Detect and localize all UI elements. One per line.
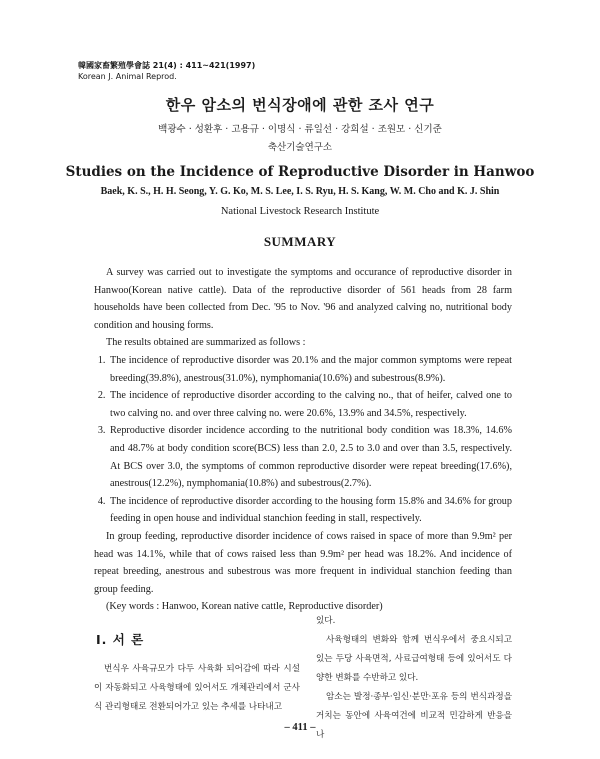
intro-left-text: 번식우 사육규모가 다두 사육화 되어감에 따라 시설이 자동화되고 사육형태에 있어서도 개체관리에서 군사식 관리형태로 전환되어가고 있는 추세를 나타내고 (94, 664, 300, 712)
section-title-introduction: Ⅰ. 서 론 (96, 632, 145, 647)
korean-institute: 축산기술연구소 (267, 142, 333, 153)
summary-results-lead: The results obtained are summarized as follows : (106, 337, 306, 349)
korean-authors: 백광수 · 성환후 · 고용규 · 이명식 · 류일선 · 강희설 · 조원모 · 신기준 (158, 124, 442, 135)
summary-intro: A survey was carried out to investigate the symptoms and occurance of reproductive disorder in Hanwoo(Korean native cattle). Data of the reproductive disorder of 561 heads from 28 farm households have been collected from Dec. '95 to Nov. '96 and analyzed calving no, nutritional body condition and housing forms. (94, 267, 512, 331)
english-institute: National Livestock Research Institute (220, 206, 380, 217)
intro-right-paragraph-1: 사육형태의 변화와 함께 번식우에서 중요시되고 있는 두당 사육면적, 사료급여형태 등에 있어서도 다양한 변화를 수반하고 있다. (316, 635, 512, 683)
page-number: – 411 – (284, 722, 316, 733)
summary-heading: SUMMARY (263, 234, 337, 249)
summary-results-list (94, 352, 512, 528)
intro-right-paragraph-2: 암소는 발정·종부·임신·분만·포유 등의 번식과정을 거치는 동안에 사육여건에 비교적 민감하게 반응을 나 (316, 692, 512, 740)
journal-citation (78, 60, 255, 82)
summary-result-item: 3. Reproductive disorder incidence according to the nutritional body condition was 18.3%, 14.6% and 48.7% at body condition score(BCS) less than 2.0, 2.5 to 3.0 and over than 3.5, respectively. At BCS over 3.0, the symptoms of common reproductive disorder were repeat breeding(17.6%), anestrous(12.2%), nymphomania(10.8%) and subestrous(2.7%). (108, 422, 512, 492)
left-column (94, 630, 300, 717)
english-title: Studies on the Incidence of Reproductive Disorder in Hanwoo (65, 164, 535, 180)
journal-name-korean: 韓國家畜繁殖學會誌 21(4) : 411~421(1997) (78, 61, 256, 70)
journal-name-english: Korean J. Animal Reprod. (78, 72, 177, 81)
summary-result-item: 1. The incidence of reproductive disorder was 20.1% and the major common symptoms were repeat breeding(39.8%), anestrous(31.0%), nymphomania(10.6%) and subestrous(8.9%). (108, 352, 512, 387)
intro-right-continuation: 있다. (316, 616, 336, 626)
summary-result-item: 4. The incidence of reproductive disorder according to the housing form 15.8% and 34.6% for group feeding in open house and individual stanchion feeding in stall, respectively. (108, 493, 512, 528)
english-authors: Baek, K. S., H. H. Seong, Y. G. Ko, M. S. Lee, I. S. Ryu, H. S. Kang, W. M. Cho and K. J. Shin (100, 186, 500, 197)
summary-closing: In group feeding, reproductive disorder incidence of cows raised in space of more than 9.9m² per head was 14.1%, while that of cows raised less than 9.9m² per head was 18.2%. And incidence of repeat breeding, anestrous and subestrous was more frequent in individual stanchion feeding than group feeding. (94, 530, 512, 595)
summary-result-item: 2. The incidence of reproductive disorder according to the calving no., that of heifer, calved one to two calving no. and over three calving no. were 20.6%, 13.9% and 34.5%, respectively. (108, 387, 512, 422)
korean-title: 한우 암소의 번식장애에 관한 조사 연구 (165, 96, 435, 114)
summary-keywords: (Key words : Hanwoo, Korean native cattle, Reproductive disorder) (106, 601, 383, 613)
summary-abstract (94, 264, 512, 616)
